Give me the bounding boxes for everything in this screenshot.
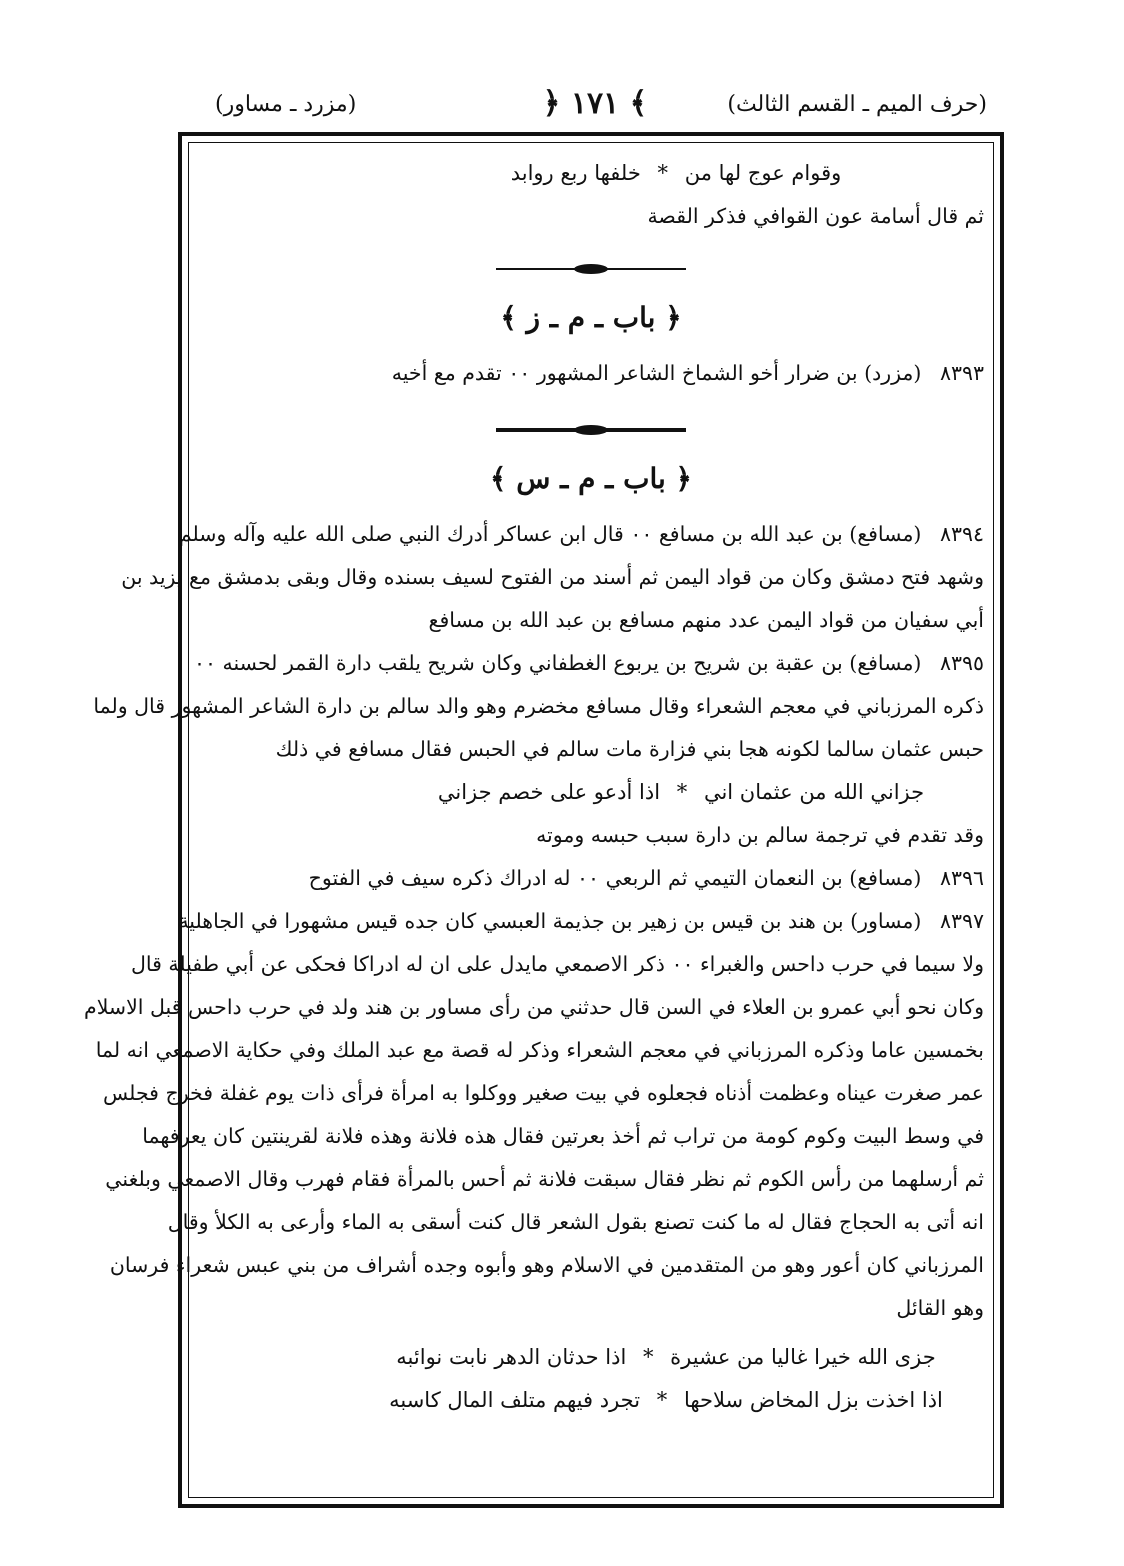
- text-line: بخمسين عاما وذكره المرزباني في معجم الشعراء وذكر له قصة مع عبد الملك وفي حكاية الاصمعي انه لما: [95, 1038, 984, 1062]
- verse-separator: *: [642, 1345, 654, 1369]
- verse-hemistich: خلفها ربع روابد: [510, 161, 641, 185]
- text-line: وشهد فتح دمشق وكان من قواد اليمن ثم أسند من الفتوح لسيف بسنده وقال وبقى بدمشق مع يزيد بن: [121, 565, 984, 589]
- entry-number: ٨٣٩٦: [939, 866, 984, 890]
- verse-line: [198, 771, 984, 814]
- entry-8393: [198, 352, 984, 395]
- section-title: ﴿ باب ـ م ـ س ﴾: [490, 462, 692, 495]
- page-body: [84, 152, 984, 1422]
- verse-hemistich: جزى الله خيرا غاليا من عشيرة: [670, 1345, 936, 1369]
- section-divider: [496, 425, 686, 435]
- verse-separator: *: [656, 1388, 668, 1412]
- text-line: ثم قال أسامة عون القوافي فذكر القصة: [647, 204, 984, 228]
- text-line: وقد تقدم في ترجمة سالم بن دارة سبب حبسه وموته: [536, 823, 984, 847]
- verse-hemistich: وقوام عوج لها من: [684, 161, 842, 185]
- entry-number: ٨٣٩٧: [939, 909, 984, 933]
- verse-hemistich: تجرد فيهم متلف المال كاسبه: [389, 1388, 641, 1412]
- verse-hemistich: اذا أدعو على خصم جزاني: [437, 780, 661, 804]
- verse-hemistich: اذا حدثان الدهر نابت نوائبه: [396, 1345, 627, 1369]
- text-line: ذكره المرزباني في معجم الشعراء وقال مسافع مخضرم وهو والد سالم بن دارة الشاعر المشهور قال ولما: [93, 694, 984, 718]
- header-chapter: (حرف الميم ـ القسم الثالث): [727, 92, 987, 117]
- verse-hemistich: اذا اخذت بزل المخاض سلاحها: [683, 1388, 943, 1412]
- section-title: ﴿ باب ـ م ـ ز ﴾: [500, 301, 682, 334]
- entry-8397: [178, 900, 984, 943]
- entry-8396: [198, 857, 984, 900]
- text-line: انه أتى به الحجاج فقال له ما كنت تصنع بقول الشعر قال كنت أسقى به الماء وأرعى به الكلأ وقال: [167, 1210, 984, 1234]
- entry-number: ٨٣٩٣: [939, 361, 984, 385]
- entry-text: (مزرد) بن ضرار أخو الشماخ الشاعر المشهور ٠٠ تقدم مع أخيه: [391, 361, 922, 385]
- running-header: [195, 86, 995, 132]
- entry-text: (مسافع) بن عبد الله بن مسافع ٠٠ قال ابن عساكر أدرك النبي صلى الله عليه وآله وسلم: [178, 522, 922, 546]
- page-number: ﴿ ١٧١ ﴾: [542, 86, 648, 121]
- header-entry-range: (مزرد ـ مساور): [215, 92, 357, 117]
- entry-text: (مسافع) بن النعمان التيمي ثم الربعي ٠٠ له ادراك ذكره سيف في الفتوح: [308, 866, 922, 890]
- text-line: المرزباني كان أعور وهو من المتقدمين في الاسلام وهو وأبوه وجده أشراف من بني عبس شعراء فرسان: [109, 1253, 984, 1277]
- text-line: أبي سفيان من قواد اليمن عدد منهم مسافع بن عبد الله بن مسافع: [428, 608, 984, 632]
- entry-8395: [193, 642, 984, 685]
- verse-separator: *: [676, 780, 688, 804]
- entry-text: (مسافع) بن عقبة بن شريح بن يربوع الغطفاني وكان شريح يلقب دارة القمر لحسنه ٠٠: [193, 651, 922, 675]
- entry-8394: [178, 513, 984, 556]
- verse-separator: *: [657, 161, 669, 185]
- verse-line: [198, 152, 984, 195]
- text-line: حبس عثمان سالما لكونه هجا بني فزارة مات سالم في الحبس فقال مسافع في ذلك: [275, 737, 984, 761]
- text-line: في وسط البيت وكوم كومة من تراب ثم أخذ بعرتين فقال هذه فلانة وهذه فلانة لقرينتين كان يعرفهما: [142, 1124, 984, 1148]
- entry-number: ٨٣٩٤: [939, 522, 984, 546]
- verse-hemistich: جزاني الله من عثمان اني: [703, 780, 925, 804]
- verse-line: [198, 1379, 984, 1422]
- entry-text: (مساور) بن هند بن قيس بن زهير بن جذيمة العبسي كان جده قيس مشهورا في الجاهلية: [178, 909, 922, 933]
- text-line: ثم أرسلهما من رأس الكوم ثم نظر فقال سبقت فلانة ثم أحس بالمرأة فقام فهرب وقال الاصمعي وبلغني: [105, 1167, 984, 1191]
- text-line: وكان نحو أبي عمرو بن العلاء في السن قال حدثني من رأى مساور بن هند ولد في حرب داحس قبل الاسلام: [84, 995, 984, 1019]
- section-divider: [496, 264, 686, 274]
- text-line: وهو القائل: [896, 1296, 984, 1320]
- entry-number: ٨٣٩٥: [939, 651, 984, 675]
- text-line: ولا سيما في حرب داحس والغبراء ٠٠ ذكر الاصمعي مايدل على ان له ادراكا فحكى عن أبي طفيلة قال: [130, 952, 984, 976]
- text-line: عمر صغرت عيناه وعظمت أذناه فجعلوه في بيت صغير ووكلوا به امرأة فرأى ذات يوم غفلة فخرج فجلس: [103, 1081, 984, 1105]
- verse-line: [198, 1336, 984, 1379]
